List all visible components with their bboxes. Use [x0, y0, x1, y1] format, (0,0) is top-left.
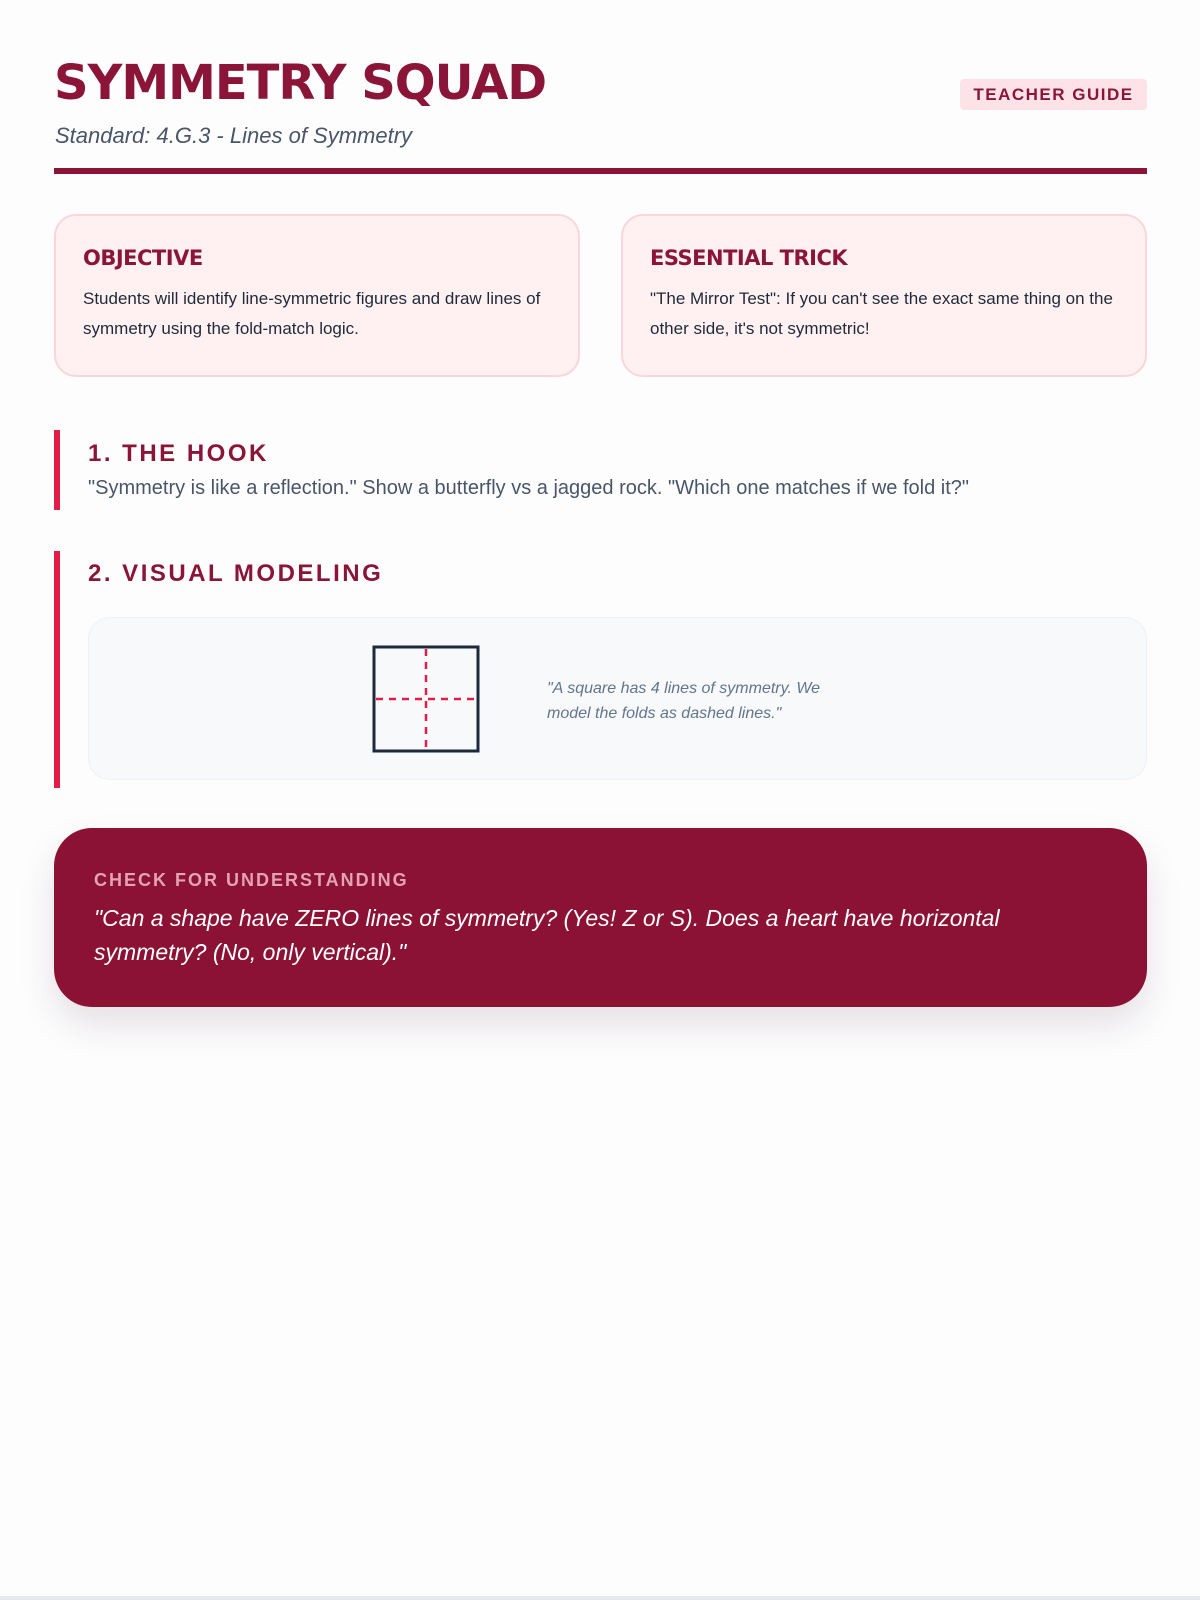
visual-modeling-section: [54, 551, 1147, 788]
standard-subtitle: Standard: 4.G.3 - Lines of Symmetry: [55, 123, 413, 148]
page-title: SYMMETRY SQUAD: [54, 55, 547, 111]
visual-modeling-title: 2. VISUAL MODELING: [88, 560, 384, 587]
teacher-guide-badge: TEACHER GUIDE: [960, 79, 1147, 110]
objective-card: [54, 214, 580, 377]
page-header: [54, 0, 1147, 174]
hook-section: [54, 430, 1147, 510]
square-symmetry-diagram: [372, 645, 482, 755]
hook-title: 1. THE HOOK: [88, 440, 269, 467]
modeling-example-box: [88, 617, 1147, 780]
check-for-understanding-box: [54, 828, 1147, 1007]
check-question-text: "Can a shape have ZERO lines of symmetry? (Yes! Z or S). Does a heart have horizontal symmetry? (No, only vertical).": [94, 905, 1000, 965]
essential-trick-title: ESSENTIAL TRICK: [650, 246, 848, 270]
essential-trick-card: [621, 214, 1147, 377]
essential-trick-text: "The Mirror Test": If you can't see the exact same thing on the other side, it's not symmetric!: [650, 289, 1113, 338]
hook-text: "Symmetry is like a reflection." Show a butterfly vs a jagged rock. "Which one matches if we fold it?": [88, 477, 969, 499]
objective-text: Students will identify line-symmetric figures and draw lines of symmetry using the fold-match logic.: [83, 289, 541, 338]
modeling-quote: "A square has 4 lines of symmetry. We model the folds as dashed lines.": [547, 680, 821, 722]
bottom-edge-line: [0, 1596, 1200, 1600]
info-cards: [54, 214, 1147, 377]
lesson-page: [54, 0, 1147, 965]
objective-title: OBJECTIVE: [83, 246, 203, 270]
check-label: CHECK FOR UNDERSTANDING: [94, 870, 409, 890]
